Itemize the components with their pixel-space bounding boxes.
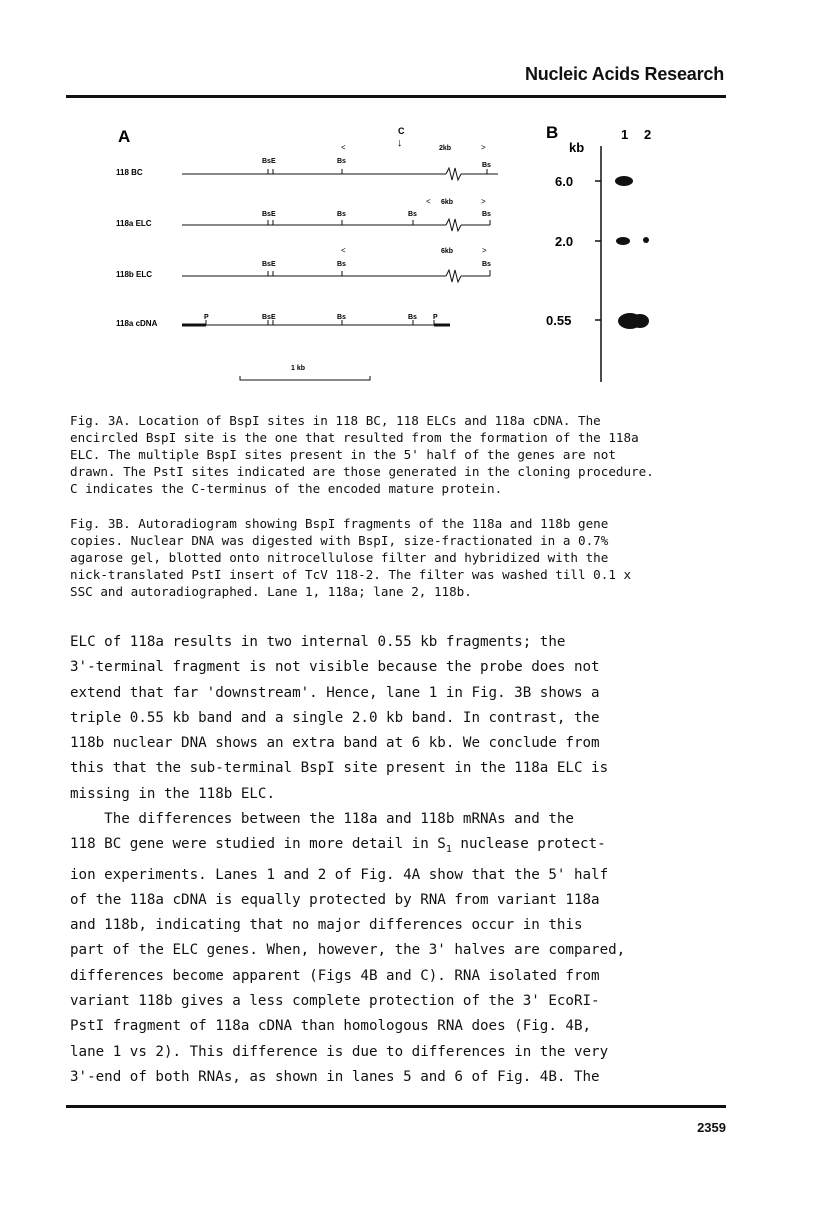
row-label: 118a cDNA <box>116 319 158 328</box>
marker-2-0: 2.0 <box>555 234 574 249</box>
site-label-bs: Bs <box>408 314 417 321</box>
paragraph-2-line-2 <box>70 836 606 856</box>
marker-0-55: 0.55 <box>546 313 572 328</box>
site-label-bs: Bs <box>337 261 346 268</box>
site-label-bse: BsE <box>262 158 276 165</box>
left-arrow-marker: < <box>341 143 346 152</box>
left-arrow-marker: < <box>426 197 431 206</box>
paragraph-2-rest: ion experiments. Lanes 1 and 2 of Fig. 4A show that the 5' half of the 118a cDNA is equally protected by RNA from variant 118a and 118b, indicating that no major differences occur in this part of the ELC genes. When, however, the 3' halves are compared, differences become apparent (Figs 4B and C). RNA isolated from variant 118b gives a less complete protection of the 3' EcoRI- PstI fragment of 118a cDNA than homologous RNA does (Fig. 4B, lane 1 vs 2). This difference is due to differences in the very 3'-end of both RNAs, as shown in lanes 5 and 6 of Fig. 4B. The <box>70 866 626 1085</box>
paragraph-2-line-1: The differences between the 118a and 118b mRNAs and the <box>70 811 574 828</box>
body-text <box>70 630 740 1090</box>
site-label-bs: Bs <box>408 211 417 218</box>
c-terminus-arrow: ↓ <box>397 137 403 149</box>
band-lane2-2kb <box>643 237 649 243</box>
panel-label-b: B <box>546 123 559 142</box>
gap-label: 6kb <box>441 248 454 255</box>
map-row-118b-elc <box>116 246 491 282</box>
site-label-bs: Bs <box>482 211 491 218</box>
text-run: 118 BC gene were studied in more detail in S <box>70 836 446 853</box>
gap-label: 2kb <box>439 145 452 152</box>
site-label-bs: Bs <box>482 261 491 268</box>
figure-3a <box>66 118 536 388</box>
page-number: 2359 <box>697 1120 726 1135</box>
paragraph-1: ELC of 118a results in two internal 0.55 kb fragments; the 3'-terminal fragment is not visible because the probe does not extend that far 'downstream'. Hence, lane 1 in Fig. 3B shows a triple 0.55 kb band and a single 2.0 kb band. In contrast, the 118b nuclear DNA shows an extra band at 6 kb. We conclude from this that the sub-terminal BspI site present in the 118a ELC is missing in the 118b ELC. <box>70 634 609 802</box>
scale-bar-label: 1 kb <box>291 365 306 372</box>
right-arrow-marker: > <box>482 246 487 255</box>
map-row-118a-elc <box>116 197 491 231</box>
site-label-pst: P <box>433 314 438 321</box>
row-label: 118 BC <box>116 168 143 177</box>
right-arrow-marker: > <box>481 197 486 206</box>
row-label: 118b ELC <box>116 270 153 279</box>
site-label-bse: BsE <box>262 314 276 321</box>
band-lane2-6kb <box>615 176 633 186</box>
lane-label-1: 1 <box>621 127 629 142</box>
marker-6-0: 6.0 <box>555 174 574 189</box>
lane-label-2: 2 <box>644 127 652 142</box>
text-run: nuclease protect- <box>451 836 606 853</box>
panel-label-a: A <box>118 127 131 146</box>
c-terminus-label: C <box>398 126 405 136</box>
subscript: 1 <box>445 844 452 856</box>
site-label-bs: Bs <box>482 162 491 169</box>
site-label-pst: P <box>204 314 209 321</box>
band-lane1-2kb <box>616 237 630 245</box>
header-rule <box>66 95 726 98</box>
scale-bar <box>240 365 370 380</box>
row-label: 118a ELC <box>116 219 152 228</box>
unit-label: kb <box>569 140 585 155</box>
journal-title: Nucleic Acids Research <box>524 64 724 84</box>
caption-fig3a: Fig. 3A. Location of BspI sites in 118 BC, 118 ELCs and 118a cDNA. The encircled BspI site is the one that resulted from the formation of the 118a ELC. The multiple BspI sites present in the 5' half of the genes are not drawn. The PstI sites indicated are those generated in the cloning procedure. C indicates the C-terminus of the encoded mature protein. <box>70 413 654 496</box>
site-label-bse: BsE <box>262 211 276 218</box>
figure-3b <box>540 118 730 388</box>
site-label-bs: Bs <box>337 158 346 165</box>
gap-label: 6kb <box>441 199 454 206</box>
right-arrow-marker: > <box>481 143 486 152</box>
footer-rule <box>66 1105 726 1108</box>
site-label-bse: BsE <box>262 261 276 268</box>
caption-fig3b: Fig. 3B. Autoradiogram showing BspI fragments of the 118a and 118b gene copies. Nuclear DNA was digested with BspI, size-fractionated in a 0.7% agarose gel, blotted onto nitrocellulose filter and hybridized with the nick-translated PstI insert of TcV 118-2. The filter was washed till 0.1 x SSC and autoradiographed. Lane 1, 118a; lane 2, 118b. <box>70 516 632 599</box>
band-lane2-0-55kb <box>631 314 649 328</box>
site-label-bs: Bs <box>337 211 346 218</box>
site-label-bs: Bs <box>337 314 346 321</box>
map-row-118bc <box>116 143 498 180</box>
map-row-118a-cdna <box>116 314 450 328</box>
left-arrow-marker: < <box>341 246 346 255</box>
